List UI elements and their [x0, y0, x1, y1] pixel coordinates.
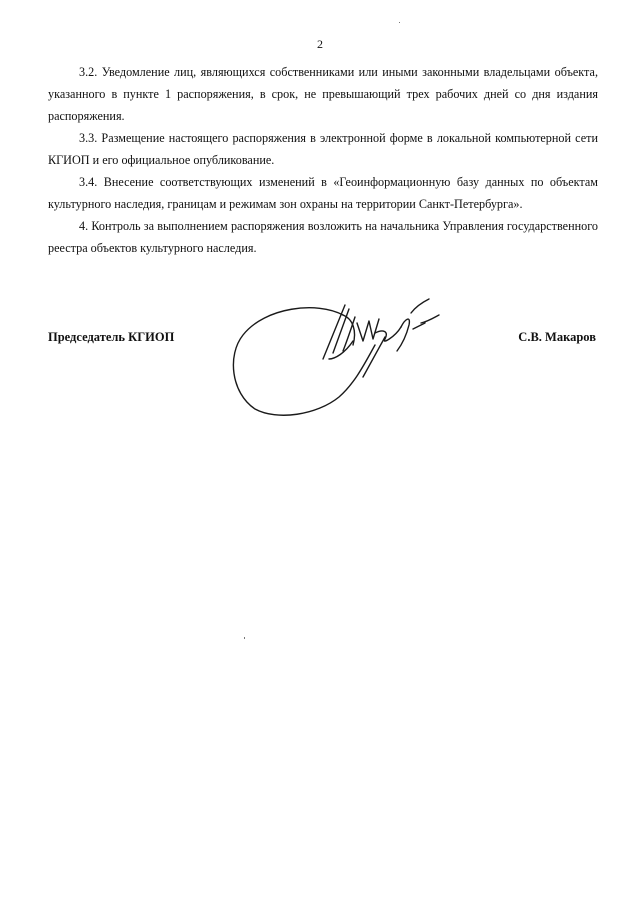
paragraph-3-3: 3.3. Размещение настоящего распоряжения в электронной форме в локальной компьютерной сети КГИОП и его официальное опубликование. — [48, 131, 598, 167]
scan-speck — [399, 22, 400, 23]
paragraph-3-4: 3.4. Внесение соответствующих изменений в «Геоинформационную базу данных по объектам культурного наследия, границам и режимам зон охраны на территории Санкт-Петербурга». — [48, 175, 598, 211]
signatory-name: С.В. Макаров — [518, 330, 596, 344]
handwritten-signature — [225, 293, 455, 423]
page-number: 2 — [317, 37, 323, 51]
paragraph-3-2: 3.2. Уведомление лиц, являющихся собственниками или иными законными владельцами объекта, указанного в пункте 1 распоряжения, в срок, не превышающий трех рабочих дней со дня издания распоряжения. — [48, 65, 598, 123]
paragraph-4: 4. Контроль за выполнением распоряжения возложить на начальника Управления государственного реестра объектов культурного наследия. — [48, 219, 598, 255]
signatory-title: Председатель КГИОП — [48, 330, 175, 344]
scan-speck — [244, 637, 245, 639]
document-body — [48, 61, 598, 259]
signature-block — [48, 330, 598, 350]
